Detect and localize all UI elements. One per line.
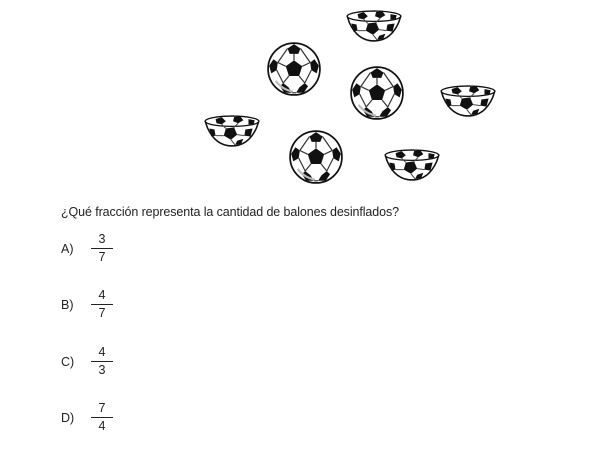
numerator: 4	[98, 288, 106, 302]
option-b[interactable]	[61, 288, 261, 328]
question-text: ¿Qué fracción representa la cantidad de balones desinflados?	[61, 205, 399, 219]
fraction	[91, 401, 113, 434]
fraction-bar	[91, 361, 113, 362]
numerator: 7	[98, 401, 106, 415]
option-c[interactable]	[61, 345, 261, 385]
deflated-soccer-ball	[383, 147, 441, 182]
deflated-soccer-ball	[345, 8, 403, 43]
option-letter: C)	[61, 355, 75, 369]
inflated-soccer-ball	[289, 130, 343, 184]
denominator: 7	[98, 250, 106, 264]
option-d[interactable]	[61, 401, 261, 441]
fraction-bar	[91, 248, 113, 249]
fraction	[91, 232, 113, 265]
denominator: 7	[98, 306, 106, 320]
deflated-soccer-ball	[439, 83, 497, 118]
inflated-soccer-ball	[350, 66, 404, 120]
option-letter: A)	[61, 242, 74, 256]
option-a[interactable]	[61, 232, 261, 272]
numerator: 4	[98, 345, 106, 359]
option-letter: B)	[61, 298, 74, 312]
denominator: 3	[98, 363, 106, 377]
inflated-soccer-ball	[267, 42, 321, 96]
fraction	[91, 345, 113, 378]
option-letter: D)	[61, 411, 75, 425]
fraction-bar	[91, 304, 113, 305]
deflated-soccer-ball	[203, 113, 261, 148]
denominator: 4	[98, 419, 106, 433]
numerator: 3	[98, 232, 106, 246]
fraction	[91, 288, 113, 321]
fraction-bar	[91, 417, 113, 418]
